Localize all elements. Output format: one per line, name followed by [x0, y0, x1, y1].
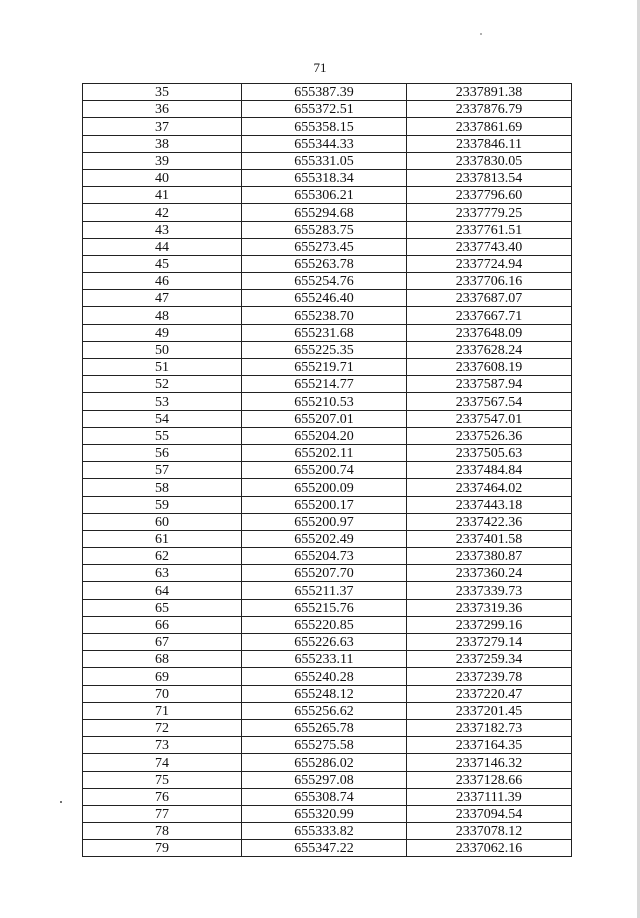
y-coordinate-cell: 2337339.73: [407, 582, 572, 599]
x-coordinate-cell: 655275.58: [242, 737, 407, 754]
y-coordinate-cell: 2337706.16: [407, 273, 572, 290]
point-number-cell: 65: [83, 599, 242, 616]
x-coordinate-cell: 655320.99: [242, 805, 407, 822]
y-coordinate-cell: 2337587.94: [407, 376, 572, 393]
table-row: [83, 771, 572, 788]
table-row: [83, 565, 572, 582]
x-coordinate-cell: 655200.09: [242, 479, 407, 496]
table-row: [83, 238, 572, 255]
table-row: [83, 719, 572, 736]
table-row: [83, 840, 572, 857]
point-number-cell: 56: [83, 444, 242, 461]
table-row: [83, 410, 572, 427]
point-number-cell: 35: [83, 84, 242, 101]
y-coordinate-cell: 2337380.87: [407, 548, 572, 565]
scan-speck: [480, 33, 482, 35]
point-number-cell: 73: [83, 737, 242, 754]
y-coordinate-cell: 2337182.73: [407, 719, 572, 736]
table-row: [83, 737, 572, 754]
table-row: [83, 651, 572, 668]
point-number-cell: 45: [83, 255, 242, 272]
coordinate-table-body: [83, 84, 572, 857]
table-row: [83, 634, 572, 651]
y-coordinate-cell: 2337505.63: [407, 444, 572, 461]
point-number-cell: 79: [83, 840, 242, 857]
x-coordinate-cell: 655204.20: [242, 427, 407, 444]
point-number-cell: 68: [83, 651, 242, 668]
point-number-cell: 50: [83, 341, 242, 358]
point-number-cell: 38: [83, 135, 242, 152]
y-coordinate-cell: 2337146.32: [407, 754, 572, 771]
x-coordinate-cell: 655207.01: [242, 410, 407, 427]
table-row: [83, 359, 572, 376]
point-number-cell: 55: [83, 427, 242, 444]
table-row: [83, 221, 572, 238]
x-coordinate-cell: 655283.75: [242, 221, 407, 238]
y-coordinate-cell: 2337648.09: [407, 324, 572, 341]
table-row: [83, 204, 572, 221]
table-row: [83, 169, 572, 186]
point-number-cell: 42: [83, 204, 242, 221]
table-row: [83, 823, 572, 840]
y-coordinate-cell: 2337239.78: [407, 668, 572, 685]
table-row: [83, 427, 572, 444]
table-row: [83, 393, 572, 410]
y-coordinate-cell: 2337078.12: [407, 823, 572, 840]
x-coordinate-cell: 655219.71: [242, 359, 407, 376]
x-coordinate-cell: 655215.76: [242, 599, 407, 616]
x-coordinate-cell: 655286.02: [242, 754, 407, 771]
y-coordinate-cell: 2337464.02: [407, 479, 572, 496]
y-coordinate-cell: 2337062.16: [407, 840, 572, 857]
x-coordinate-cell: 655331.05: [242, 152, 407, 169]
point-number-cell: 66: [83, 616, 242, 633]
point-number-cell: 39: [83, 152, 242, 169]
point-number-cell: 48: [83, 307, 242, 324]
x-coordinate-cell: 655273.45: [242, 238, 407, 255]
x-coordinate-cell: 655204.73: [242, 548, 407, 565]
x-coordinate-cell: 655358.15: [242, 118, 407, 135]
table-row: [83, 341, 572, 358]
table-row: [83, 702, 572, 719]
y-coordinate-cell: 2337484.84: [407, 462, 572, 479]
x-coordinate-cell: 655263.78: [242, 255, 407, 272]
table-row: [83, 187, 572, 204]
table-row: [83, 324, 572, 341]
point-number-cell: 70: [83, 685, 242, 702]
x-coordinate-cell: 655347.22: [242, 840, 407, 857]
table-row: [83, 668, 572, 685]
table-row: [83, 444, 572, 461]
point-number-cell: 78: [83, 823, 242, 840]
x-coordinate-cell: 655226.63: [242, 634, 407, 651]
x-coordinate-cell: 655238.70: [242, 307, 407, 324]
x-coordinate-cell: 655210.53: [242, 393, 407, 410]
point-number-cell: 41: [83, 187, 242, 204]
table-row: [83, 84, 572, 101]
table-row: [83, 685, 572, 702]
point-number-cell: 43: [83, 221, 242, 238]
point-number-cell: 75: [83, 771, 242, 788]
table-row: [83, 479, 572, 496]
y-coordinate-cell: 2337526.36: [407, 427, 572, 444]
point-number-cell: 47: [83, 290, 242, 307]
y-coordinate-cell: 2337111.39: [407, 788, 572, 805]
x-coordinate-cell: 655214.77: [242, 376, 407, 393]
y-coordinate-cell: 2337861.69: [407, 118, 572, 135]
table-row: [83, 273, 572, 290]
x-coordinate-cell: 655248.12: [242, 685, 407, 702]
x-coordinate-cell: 655256.62: [242, 702, 407, 719]
x-coordinate-cell: 655233.11: [242, 651, 407, 668]
y-coordinate-cell: 2337891.38: [407, 84, 572, 101]
point-number-cell: 54: [83, 410, 242, 427]
y-coordinate-cell: 2337547.01: [407, 410, 572, 427]
y-coordinate-cell: 2337779.25: [407, 204, 572, 221]
y-coordinate-cell: 2337422.36: [407, 513, 572, 530]
x-coordinate-cell: 655254.76: [242, 273, 407, 290]
y-coordinate-cell: 2337628.24: [407, 341, 572, 358]
table-row: [83, 513, 572, 530]
y-coordinate-cell: 2337128.66: [407, 771, 572, 788]
table-row: [83, 530, 572, 547]
x-coordinate-cell: 655318.34: [242, 169, 407, 186]
x-coordinate-cell: 655240.28: [242, 668, 407, 685]
point-number-cell: 61: [83, 530, 242, 547]
x-coordinate-cell: 655200.74: [242, 462, 407, 479]
x-coordinate-cell: 655306.21: [242, 187, 407, 204]
y-coordinate-cell: 2337830.05: [407, 152, 572, 169]
y-coordinate-cell: 2337846.11: [407, 135, 572, 152]
table-row: [83, 496, 572, 513]
x-coordinate-cell: 655202.11: [242, 444, 407, 461]
table-row: [83, 616, 572, 633]
point-number-cell: 37: [83, 118, 242, 135]
point-number-cell: 36: [83, 101, 242, 118]
point-number-cell: 71: [83, 702, 242, 719]
point-number-cell: 59: [83, 496, 242, 513]
table-row: [83, 582, 572, 599]
table-row: [83, 118, 572, 135]
y-coordinate-cell: 2337319.36: [407, 599, 572, 616]
point-number-cell: 63: [83, 565, 242, 582]
table-row: [83, 788, 572, 805]
table-row: [83, 152, 572, 169]
point-number-cell: 40: [83, 169, 242, 186]
point-number-cell: 76: [83, 788, 242, 805]
table-row: [83, 307, 572, 324]
point-number-cell: 62: [83, 548, 242, 565]
x-coordinate-cell: 655200.97: [242, 513, 407, 530]
x-coordinate-cell: 655246.40: [242, 290, 407, 307]
x-coordinate-cell: 655297.08: [242, 771, 407, 788]
point-number-cell: 67: [83, 634, 242, 651]
coordinate-table: [82, 83, 572, 857]
y-coordinate-cell: 2337094.54: [407, 805, 572, 822]
point-number-cell: 51: [83, 359, 242, 376]
y-coordinate-cell: 2337761.51: [407, 221, 572, 238]
table-row: [83, 290, 572, 307]
point-number-cell: 52: [83, 376, 242, 393]
y-coordinate-cell: 2337360.24: [407, 565, 572, 582]
y-coordinate-cell: 2337259.34: [407, 651, 572, 668]
table-row: [83, 805, 572, 822]
x-coordinate-cell: 655200.17: [242, 496, 407, 513]
point-number-cell: 53: [83, 393, 242, 410]
point-number-cell: 57: [83, 462, 242, 479]
y-coordinate-cell: 2337743.40: [407, 238, 572, 255]
point-number-cell: 44: [83, 238, 242, 255]
x-coordinate-cell: 655211.37: [242, 582, 407, 599]
point-number-cell: 72: [83, 719, 242, 736]
x-coordinate-cell: 655202.49: [242, 530, 407, 547]
point-number-cell: 60: [83, 513, 242, 530]
point-number-cell: 69: [83, 668, 242, 685]
table-row: [83, 754, 572, 771]
x-coordinate-cell: 655225.35: [242, 341, 407, 358]
x-coordinate-cell: 655308.74: [242, 788, 407, 805]
x-coordinate-cell: 655294.68: [242, 204, 407, 221]
table-row: [83, 101, 572, 118]
x-coordinate-cell: 655231.68: [242, 324, 407, 341]
point-number-cell: 77: [83, 805, 242, 822]
table-row: [83, 548, 572, 565]
point-number-cell: 64: [83, 582, 242, 599]
table-row: [83, 462, 572, 479]
y-coordinate-cell: 2337724.94: [407, 255, 572, 272]
table-row: [83, 135, 572, 152]
x-coordinate-cell: 655344.33: [242, 135, 407, 152]
y-coordinate-cell: 2337220.47: [407, 685, 572, 702]
y-coordinate-cell: 2337443.18: [407, 496, 572, 513]
y-coordinate-cell: 2337796.60: [407, 187, 572, 204]
scan-speck: [60, 801, 62, 803]
y-coordinate-cell: 2337164.35: [407, 737, 572, 754]
point-number-cell: 74: [83, 754, 242, 771]
x-coordinate-cell: 655333.82: [242, 823, 407, 840]
y-coordinate-cell: 2337299.16: [407, 616, 572, 633]
y-coordinate-cell: 2337813.54: [407, 169, 572, 186]
y-coordinate-cell: 2337401.58: [407, 530, 572, 547]
x-coordinate-cell: 655372.51: [242, 101, 407, 118]
y-coordinate-cell: 2337608.19: [407, 359, 572, 376]
page-number: 71: [313, 60, 327, 75]
x-coordinate-cell: 655265.78: [242, 719, 407, 736]
y-coordinate-cell: 2337201.45: [407, 702, 572, 719]
x-coordinate-cell: 655220.85: [242, 616, 407, 633]
point-number-cell: 58: [83, 479, 242, 496]
table-row: [83, 599, 572, 616]
point-number-cell: 46: [83, 273, 242, 290]
table-row: [83, 255, 572, 272]
y-coordinate-cell: 2337876.79: [407, 101, 572, 118]
x-coordinate-cell: 655387.39: [242, 84, 407, 101]
y-coordinate-cell: 2337567.54: [407, 393, 572, 410]
y-coordinate-cell: 2337279.14: [407, 634, 572, 651]
point-number-cell: 49: [83, 324, 242, 341]
x-coordinate-cell: 655207.70: [242, 565, 407, 582]
table-row: [83, 376, 572, 393]
y-coordinate-cell: 2337687.07: [407, 290, 572, 307]
y-coordinate-cell: 2337667.71: [407, 307, 572, 324]
